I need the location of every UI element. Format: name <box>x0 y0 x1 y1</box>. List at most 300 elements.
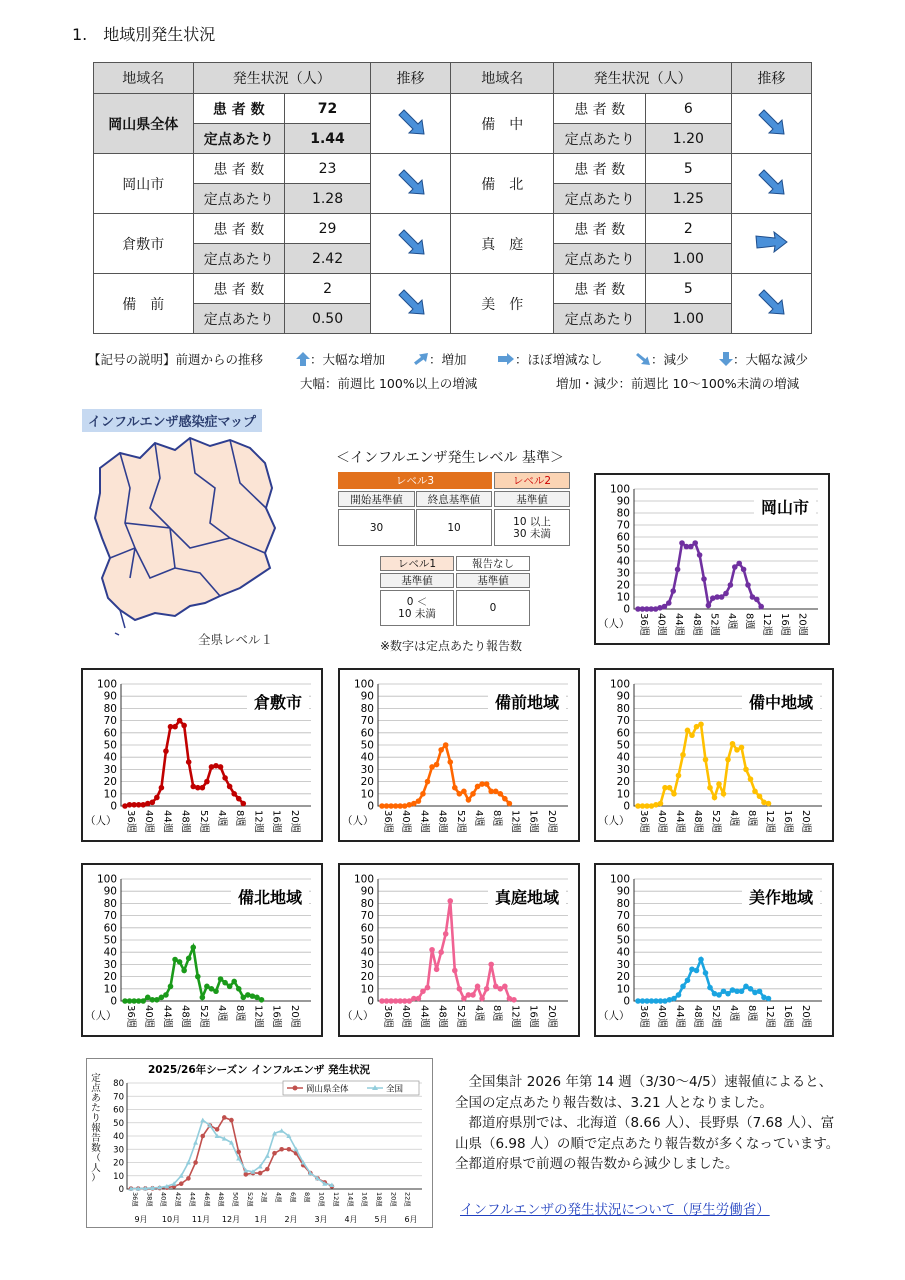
flat-arrow-icon <box>754 241 788 257</box>
x-tick-label: 48週 <box>179 810 191 833</box>
y-axis-label-char: （ <box>91 1153 101 1164</box>
legend-up: ：増加 <box>413 350 467 368</box>
patients-value: 5 <box>645 274 731 304</box>
y-tick-label: 70 <box>616 715 630 728</box>
x-tick-label: 16週 <box>360 1192 369 1207</box>
data-point <box>227 984 233 990</box>
y-tick-label: 40 <box>103 946 117 959</box>
x-tick-label: 52週 <box>454 1005 466 1028</box>
per-site-value: 1.25 <box>645 184 731 214</box>
y-axis-label-char: 報 <box>91 1123 101 1134</box>
data-point <box>236 986 242 992</box>
data-point <box>186 759 192 765</box>
data-point <box>177 959 183 965</box>
x-tick-label: 10週 <box>317 1192 326 1207</box>
region-name: 美 作 <box>450 274 554 334</box>
x-tick-label: 16週 <box>782 1005 793 1028</box>
data-point <box>670 588 676 594</box>
x-tick-label: 8週 <box>746 810 757 827</box>
y-tick-label: 90 <box>616 495 630 508</box>
x-tick-label: 40週 <box>400 1005 412 1028</box>
data-point <box>728 582 734 588</box>
patients-label: 患 者 数 <box>193 94 284 124</box>
per-site-value: 1.00 <box>645 244 731 274</box>
per-site-label: 定点あたり <box>554 124 645 154</box>
data-point <box>443 931 449 937</box>
up-arrow-icon <box>413 352 429 366</box>
data-point <box>716 992 722 998</box>
y-tick-label: 70 <box>360 910 374 923</box>
down-arrow-icon <box>397 184 425 200</box>
data-point <box>420 791 426 797</box>
month-label: 9月 <box>134 1215 148 1224</box>
y-tick-label: 40 <box>103 751 117 764</box>
y-axis-label-char: 点 <box>91 1083 101 1094</box>
x-tick-label: 8週 <box>234 810 246 827</box>
series-line <box>638 960 769 1001</box>
patients-value: 2 <box>285 274 371 304</box>
data-point <box>725 991 731 997</box>
data-point <box>438 747 444 753</box>
x-tick-label: 20週 <box>545 1005 557 1028</box>
data-point <box>215 1127 220 1132</box>
data-point <box>748 986 754 992</box>
region-chart <box>594 863 834 1037</box>
data-point <box>218 976 224 982</box>
data-point <box>279 1128 284 1133</box>
region-chart <box>594 473 830 645</box>
patients-value: 2 <box>645 214 731 244</box>
chart-title: 2025/26年シーズン インフルエンザ 発生状況 <box>147 1064 371 1076</box>
y-tick-label: 50 <box>103 934 117 947</box>
data-point <box>193 1160 198 1165</box>
x-tick-label: 36週 <box>638 1005 649 1028</box>
x-tick-label: 40週 <box>655 613 667 636</box>
header-trend-2: 推移 <box>731 63 811 94</box>
month-label: 2月 <box>284 1215 298 1224</box>
y-tick-label: 50 <box>360 934 374 947</box>
x-tick-label: 8週 <box>746 1005 757 1022</box>
region-name: 倉敷市 <box>94 214 194 274</box>
y-tick-label: 10 <box>103 788 117 801</box>
y-tick-label: 0 <box>623 995 630 1008</box>
x-tick-label: 20週 <box>796 613 808 636</box>
data-point <box>725 757 731 763</box>
header-trend: 推移 <box>371 63 451 94</box>
level3-header: レベル3 <box>338 472 492 489</box>
region-name: 岡山市 <box>94 154 194 214</box>
data-point <box>680 984 686 990</box>
data-point <box>484 781 490 787</box>
data-point <box>479 996 485 1002</box>
level1-threshold-label: 基準値 <box>380 573 454 588</box>
x-tick-label: 22週 <box>403 1192 412 1207</box>
data-point <box>712 795 718 801</box>
data-point <box>213 988 219 994</box>
data-point <box>200 1134 205 1139</box>
per-site-value: 1.00 <box>645 304 731 334</box>
per-site-value: 1.44 <box>285 124 371 154</box>
patients-value: 72 <box>285 94 371 124</box>
y-tick-label: 20 <box>360 971 374 984</box>
data-point <box>231 791 237 797</box>
data-point <box>739 745 745 751</box>
x-tick-label: 12週 <box>509 810 521 833</box>
data-point <box>698 721 704 727</box>
y-tick-label: 60 <box>360 922 374 935</box>
month-label: 11月 <box>191 1215 211 1224</box>
y-tick-label: 90 <box>103 690 117 703</box>
down-arrow-icon <box>397 124 425 140</box>
data-point <box>667 785 673 791</box>
data-point <box>272 1151 277 1156</box>
y-tick-label: 0 <box>623 800 630 813</box>
y-tick-label: 20 <box>360 776 374 789</box>
x-tick-label: 20週 <box>389 1192 398 1207</box>
data-point <box>701 576 707 582</box>
y-tick-label: 40 <box>616 555 630 568</box>
month-label: 12月 <box>221 1215 241 1224</box>
per-site-value: 0.50 <box>285 304 371 334</box>
y-tick-label: 70 <box>616 910 630 923</box>
data-point <box>168 984 174 990</box>
y-tick-label: 40 <box>616 946 630 959</box>
x-tick-label: 40週 <box>143 810 155 833</box>
x-tick-label: 20週 <box>288 810 300 833</box>
legend-flat: ：ほぼ増減なし <box>497 350 603 368</box>
x-tick-label: 36週 <box>382 1005 393 1028</box>
data-point <box>766 801 772 807</box>
x-tick-label: 44週 <box>418 1005 430 1028</box>
data-point <box>685 977 691 983</box>
data-point <box>689 732 695 738</box>
patients-value: 29 <box>285 214 371 244</box>
data-point <box>743 767 749 773</box>
data-point <box>707 985 713 991</box>
y-tick-label: 20 <box>616 579 630 592</box>
month-label: 5月 <box>374 1215 388 1224</box>
x-tick-label: 52週 <box>708 613 720 636</box>
data-point <box>706 603 712 609</box>
x-tick-label: 36週 <box>131 1192 139 1207</box>
y-tick-label: 100 <box>96 873 117 886</box>
x-tick-label: 42週 <box>174 1192 183 1207</box>
month-label: 1月 <box>254 1215 268 1224</box>
legend-prefix: 【記号の説明】前週からの推移 <box>88 352 264 367</box>
y-tick-label: 50 <box>360 739 374 752</box>
x-tick-label: 36週 <box>125 1005 136 1028</box>
y-tick-label: 50 <box>616 739 630 752</box>
x-tick-label: 4週 <box>728 1005 739 1022</box>
data-point <box>416 996 422 1002</box>
x-tick-label: 12週 <box>761 613 773 636</box>
x-tick-label: 4週 <box>274 1192 283 1203</box>
x-tick-label: 4週 <box>726 613 737 630</box>
y-tick-label: 60 <box>360 727 374 740</box>
y-tick-label: 50 <box>616 543 630 556</box>
data-point <box>732 564 738 570</box>
x-tick-label: 40週 <box>656 810 667 833</box>
legend-big-up: ：大幅な増加 <box>296 350 385 368</box>
x-tick-label: 14週 <box>346 1192 355 1207</box>
y-tick-label: 100 <box>96 678 117 691</box>
patients-value: 6 <box>645 94 731 124</box>
data-point <box>758 604 764 610</box>
data-point <box>429 947 435 953</box>
data-point <box>200 995 206 1001</box>
x-tick-label: 8週 <box>491 810 503 827</box>
per-site-value: 1.28 <box>285 184 371 214</box>
section-title: 1. 地域別発生状況 <box>72 25 216 44</box>
x-tick-label: 44週 <box>674 1005 685 1028</box>
y-tick-label: 10 <box>113 1171 124 1182</box>
x-tick-label: 6週 <box>288 1192 297 1203</box>
y-tick-label: 50 <box>103 739 117 752</box>
y-tick-label: 60 <box>616 922 630 935</box>
y-axis-label-char: 告 <box>91 1133 101 1144</box>
data-point <box>707 785 713 791</box>
start-threshold-label: 開始基準値 <box>338 491 415 507</box>
x-tick-label: 16週 <box>778 613 790 636</box>
x-tick-label: 12週 <box>764 1005 775 1028</box>
y-tick-label: 80 <box>616 702 630 715</box>
down-arrow-icon <box>635 352 651 366</box>
summary-text <box>455 1072 840 1175</box>
trend-cell <box>371 214 451 274</box>
region-chart <box>81 863 323 1037</box>
y-tick-label: 100 <box>353 678 374 691</box>
x-tick-label: 4週 <box>473 810 484 827</box>
data-point <box>692 540 698 546</box>
series-line <box>125 721 243 806</box>
data-point <box>186 1176 191 1181</box>
x-tick-label: 16週 <box>527 810 539 833</box>
data-point <box>447 898 453 904</box>
y-tick-label: 80 <box>113 1079 124 1089</box>
x-tick-label: 16週 <box>270 1005 282 1028</box>
data-point <box>698 957 704 963</box>
header-status: 発生状況（人） <box>193 63 370 94</box>
y-tick-label: 70 <box>113 1092 124 1103</box>
per-site-label: 定点あたり <box>193 244 284 274</box>
level2-header: レベル2 <box>494 472 570 489</box>
big-down-arrow-icon <box>719 352 733 366</box>
header-status-2: 発生状況（人） <box>554 63 731 94</box>
data-point <box>511 997 517 1003</box>
unit-label: （人） <box>598 1010 630 1022</box>
y-tick-label: 90 <box>616 885 630 898</box>
data-point <box>416 798 422 804</box>
y-tick-label: 30 <box>360 958 374 971</box>
data-point <box>507 801 513 807</box>
y-tick-label: 90 <box>360 690 374 703</box>
data-point <box>757 988 763 994</box>
x-tick-label: 8週 <box>234 1005 246 1022</box>
data-point <box>739 988 745 994</box>
y-tick-label: 30 <box>113 1145 124 1156</box>
data-point <box>461 789 467 795</box>
data-point <box>425 779 431 785</box>
data-point <box>671 791 677 797</box>
y-tick-label: 30 <box>103 958 117 971</box>
level2-threshold-value: 10 以上 30 未満 <box>494 509 570 546</box>
data-point <box>181 723 187 729</box>
region-name: 備 北 <box>450 154 554 214</box>
trend-cell <box>371 94 451 154</box>
per-site-label: 定点あたり <box>193 184 284 214</box>
unit-label: （人） <box>598 618 630 630</box>
month-label: 10月 <box>161 1215 181 1224</box>
data-point <box>676 773 682 779</box>
patients-label: 患 者 数 <box>554 154 645 184</box>
data-point <box>680 752 686 758</box>
header-region: 地域名 <box>94 63 194 94</box>
no-report-threshold-value: 0 <box>456 590 530 626</box>
region-chart <box>594 668 834 842</box>
region-name: 岡山県全体 <box>94 94 194 154</box>
y-tick-label: 10 <box>360 983 374 996</box>
x-tick-label: 12週 <box>509 1005 521 1028</box>
y-tick-label: 80 <box>360 702 374 715</box>
data-point <box>434 966 440 972</box>
patients-value: 23 <box>285 154 371 184</box>
legend-note-small: 増加・減少：前週比 10～100%未満の増減 <box>556 376 800 391</box>
y-tick-label: 100 <box>609 873 630 886</box>
data-point <box>181 968 187 974</box>
data-point <box>748 776 754 782</box>
data-point <box>241 801 247 807</box>
level1-header: レベル1 <box>380 556 454 571</box>
data-point <box>675 567 681 573</box>
x-tick-label: 16週 <box>270 810 282 833</box>
y-axis-label-char: り <box>91 1113 101 1124</box>
x-tick-label: 40週 <box>159 1192 168 1207</box>
data-point <box>752 789 758 795</box>
y-tick-label: 0 <box>118 1185 124 1195</box>
data-point <box>177 718 183 724</box>
y-tick-label: 80 <box>616 897 630 910</box>
x-tick-label: 44週 <box>673 613 685 636</box>
data-point <box>719 594 725 600</box>
data-point <box>745 582 751 588</box>
y-tick-label: 10 <box>616 788 630 801</box>
mhlw-link[interactable]: インフルエンザの発生状況について（厚生労働省） <box>460 1202 770 1218</box>
down-arrow-icon <box>397 304 425 320</box>
x-tick-label: 4週 <box>728 810 739 827</box>
x-tick-label: 16週 <box>527 1005 539 1028</box>
y-axis-label-char: 人 <box>91 1163 101 1174</box>
region-name: 真 庭 <box>450 214 554 274</box>
data-point <box>222 980 228 986</box>
national-chart-frame <box>86 1058 433 1228</box>
patients-label: 患 者 数 <box>554 274 645 304</box>
trend-cell <box>731 274 811 334</box>
x-tick-label: 12週 <box>764 810 775 833</box>
data-point <box>488 962 494 968</box>
y-tick-label: 40 <box>616 751 630 764</box>
legend-big-down: ：大幅な減少 <box>719 350 808 368</box>
x-tick-label: 4週 <box>216 1005 227 1022</box>
y-tick-label: 20 <box>103 776 117 789</box>
x-tick-label: 8週 <box>303 1192 312 1203</box>
per-site-value: 2.42 <box>285 244 371 274</box>
x-tick-label: 38週 <box>145 1192 154 1207</box>
y-axis-label-char: ） <box>91 1173 101 1184</box>
trend-cell <box>371 274 451 334</box>
x-tick-label: 52週 <box>454 810 466 833</box>
x-tick-label: 36週 <box>125 810 136 833</box>
y-tick-label: 0 <box>623 603 630 616</box>
series-line <box>131 1117 332 1188</box>
per-site-label: 定点あたり <box>193 124 284 154</box>
x-tick-label: 44週 <box>161 1005 173 1028</box>
per-site-label: 定点あたり <box>554 184 645 214</box>
data-point <box>159 785 165 791</box>
x-tick-label: 44週 <box>674 810 685 833</box>
data-point <box>697 552 703 558</box>
data-point <box>470 791 476 797</box>
data-point <box>438 949 444 955</box>
series-line <box>131 1120 332 1189</box>
data-point <box>244 1172 249 1177</box>
data-point <box>186 956 192 962</box>
x-tick-label: 12週 <box>331 1192 340 1207</box>
x-tick-label: 48週 <box>690 613 702 636</box>
y-tick-label: 20 <box>103 971 117 984</box>
x-tick-label: 40週 <box>656 1005 667 1028</box>
data-point <box>150 800 156 806</box>
y-tick-label: 60 <box>103 727 117 740</box>
x-tick-label: 48週 <box>692 1005 703 1028</box>
data-point <box>461 996 467 1002</box>
y-tick-label: 70 <box>103 715 117 728</box>
data-point <box>736 561 742 567</box>
x-tick-label: 52週 <box>710 1005 721 1028</box>
okayama-map <box>80 428 280 648</box>
level2-threshold-label: 基準値 <box>494 491 570 507</box>
trend-cell <box>731 214 811 274</box>
data-point <box>475 984 481 990</box>
summary-paragraph-1: 全国集計 2026 年第 14 週（3/30～4/5）速報値によると、全国の定点あたり報告数は、3.21 人となりました。 <box>455 1074 833 1111</box>
chart-title: 備北地域 <box>237 888 302 907</box>
patients-value: 5 <box>645 154 731 184</box>
x-tick-label: 4週 <box>473 1005 484 1022</box>
data-point <box>671 996 677 1002</box>
summary-paragraph-2: 都道府県別では、北海道（8.66 人）、長野県（7.68 人）、富山県（6.98 人）の順で定点あたり報告数が多くなっています。全都道府県で前週の報告数から減少しました。 <box>455 1115 840 1172</box>
data-point <box>502 796 508 802</box>
data-point <box>154 795 160 801</box>
y-tick-label: 0 <box>367 800 374 813</box>
y-tick-label: 40 <box>360 946 374 959</box>
x-tick-label: 50週 <box>231 1192 240 1207</box>
data-point <box>443 742 449 748</box>
data-point <box>685 728 691 734</box>
chart-title: 真庭地域 <box>494 888 559 907</box>
y-tick-label: 100 <box>609 678 630 691</box>
y-tick-label: 20 <box>113 1158 124 1169</box>
x-tick-label: 48週 <box>436 1005 448 1028</box>
region-name: 備 前 <box>94 274 194 334</box>
data-point <box>229 1118 234 1123</box>
y-tick-label: 40 <box>360 751 374 764</box>
month-label: 4月 <box>344 1215 358 1224</box>
unit-label: （人） <box>342 1010 374 1022</box>
patients-label: 患 者 数 <box>193 154 284 184</box>
chart-title: 備前地域 <box>494 693 559 712</box>
down-arrow-icon <box>757 304 785 320</box>
x-tick-label: 52週 <box>710 810 721 833</box>
y-tick-label: 80 <box>103 702 117 715</box>
